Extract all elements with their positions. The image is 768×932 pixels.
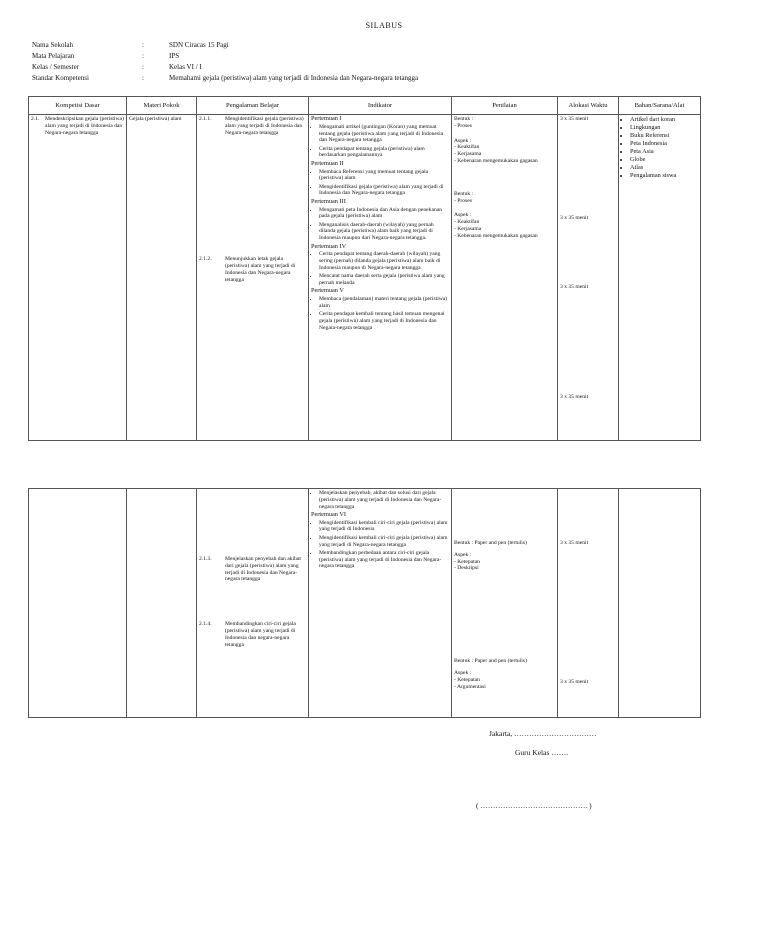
meta-value: Memahami gejala (peristiwa) alam yang terjadi di Indonesia dan Negara-negara tetangga bbox=[169, 74, 419, 82]
header-penilaian: Penilaian bbox=[452, 97, 558, 115]
list-item: • Membandingkan perbedaan antara ciri-ciri gejala (peristiwa) alam yang terjadi di Indonesia dan Negara-negara tetangga bbox=[319, 550, 449, 570]
list-item: • Mengidentifikasi kembali ciri-ciri gejala (peristiwa) alam yang terjadi di Negara-negara tetangga bbox=[319, 535, 449, 549]
document-title: SILABUS bbox=[365, 21, 403, 30]
header-alokasi: Alokasi Waktu bbox=[558, 97, 619, 115]
signature-role: Guru Kelas ……. bbox=[515, 748, 569, 757]
meeting-heading: Pertemuan II bbox=[311, 159, 344, 167]
list-item: • Membaca (pendalaman) materi tentang gejala (peristiwa) alam bbox=[319, 296, 449, 310]
pengalaman-item: 2.1.2. Menunjukkan letak gejala (peristiwa) alam yang terjadi di Indonesia dan Negara-negara tetangga bbox=[199, 256, 296, 283]
meta-label: Standar Kompetensi bbox=[32, 74, 89, 82]
penilaian-cell: Bentuk : - Proses Aspek : - Keaktifan - Kerjasama - Kebenaran mengemukakan gagasan Bentuk : - Proses Aspek : - Keaktifan - Kerjasama - Kebenaran mengemukakan gagasan bbox=[452, 115, 558, 441]
list-item: • Membaca Referensi yang memuat tentang gejala (peristiwa) alam bbox=[319, 169, 449, 183]
meta-label: Kelas / Semester bbox=[32, 63, 80, 71]
list-item: • Peta Indonesia bbox=[630, 140, 698, 148]
signature-place-date: Jakarta, …………………………… bbox=[489, 729, 597, 738]
table-header-row bbox=[29, 97, 701, 115]
pengalaman-item: 2.1.4. Membandingkan ciri-ciri gejala (peristiwa) alam yang terjadi di Indonesia dan negara-negara tetangga bbox=[199, 621, 296, 648]
list-item: • Mengidentifikasi kembali ciri-ciri gejala (peristiwa) alam yang terjadi di Indonesia bbox=[319, 520, 449, 534]
meta-row: Mata Pelajaran : IPS bbox=[32, 51, 689, 62]
list-item: • Buku Referensi bbox=[630, 132, 698, 140]
list-item: • Mengamati artikel (guntingan (Koran) yang memuat tentang gejala (peristiwa alam yang terjadi di Indonesia dan Negara-negara tetangga bbox=[319, 124, 449, 144]
list-item: • Mengamati peta Indonesia dan Asia dengan penekanan pada gejala (peristiwa) alam bbox=[319, 207, 449, 221]
list-item: • Menjelaskan penyebab, akibat dan solusi dari gejala (peristiwa) alam yang terjadi di Indonesia dan Negara-negara tetangga bbox=[319, 490, 449, 510]
header-materi: Materi Pokok bbox=[127, 97, 197, 115]
meta-label: Nama Sekolah bbox=[32, 41, 74, 49]
meta-label: Mata Pelajaran bbox=[32, 52, 75, 60]
syllabus-table-part2 bbox=[28, 488, 701, 718]
list-item: • Globe bbox=[630, 156, 698, 164]
bahan-cell bbox=[619, 489, 701, 718]
list-item: • Atlas bbox=[630, 164, 698, 172]
list-item: • Cerita pendapat kembali tentang hasil temuan mengenai gejala (peristiwa) alam yang terjadi di Indonesia dan Negara-negara tetangga bbox=[319, 311, 449, 331]
list-item: • Cerita pendapat tentang gejala (peristiwa) alam berdasarkan pengalamannya bbox=[319, 146, 449, 160]
penilaian-cell: Bentuk : Paper and pen (tertulis) Aspek : - Ketepatan - Deskripsi Bentuk : Paper and pen (tertulis) Aspek : - Ketepatan - Argumentasi bbox=[452, 489, 558, 718]
header-pengalaman: Pengalaman Belajar bbox=[197, 97, 309, 115]
table-row bbox=[29, 115, 701, 441]
list-item: • Lingkungan bbox=[630, 124, 698, 132]
meeting-heading: Pertemuan III bbox=[311, 197, 346, 205]
header-bahan: Bahan/Sarana/Alat bbox=[619, 97, 701, 115]
table-row bbox=[29, 489, 701, 718]
list-item: • Mengidentifikasi gejala (peristiwa) alam yang terjadi di Indonesia dan Negara-negara tetangga bbox=[319, 184, 449, 198]
alokasi-cell: 3 x 35 menit 3 x 35 menit bbox=[558, 489, 619, 718]
kd-cell bbox=[29, 489, 127, 718]
pengalaman-cell bbox=[197, 489, 309, 718]
kd-text: Mendeskripsikan gejala (peristiwa) alam yang terjadi di Indonesia dan Negara-negara tetangga bbox=[45, 116, 124, 136]
list-item: • Peta Asia bbox=[630, 148, 698, 156]
materi-cell: Gejala (peristiwa) alam bbox=[127, 115, 197, 441]
meta-value: IPS bbox=[169, 52, 180, 60]
identity-block bbox=[32, 40, 689, 84]
meta-value: Kelas VI / I bbox=[169, 63, 202, 71]
list-item: • Mencatat nama daerah serta gejala (peristiwa alam yang pernah melanda bbox=[319, 273, 449, 287]
meta-value: SDN Ciracas 15 Pagi bbox=[169, 41, 229, 49]
syllabus-table-part1 bbox=[28, 96, 701, 441]
header-indikator: Indikator bbox=[309, 97, 452, 115]
alokasi-cell: 3 x 35 menit 3 x 35 menit 3 x 35 menit 3 x 35 menit bbox=[558, 115, 619, 441]
indikator-cell bbox=[309, 489, 452, 718]
list-item: • Pengalaman siswa bbox=[630, 172, 698, 180]
header-kd: Kompetisi Dasar bbox=[29, 97, 127, 115]
meeting-heading: Pertemuan VI bbox=[311, 510, 347, 518]
list-item: • Cerita pendapat tentang daerah-daerah (wilayah) yang sering (pernah) dilanda gejala (peristiwa) alam baik di Indonesia maupun di Negara-negara tetangga bbox=[319, 251, 449, 271]
list-item: • Artikel dari koran bbox=[630, 116, 698, 124]
bahan-cell bbox=[619, 115, 701, 441]
pengalaman-item: 2.1.1. Mengidentifikasi gejala (peristiwa) alam yang terjadi di Indonesia dan Negara-negara tetangga bbox=[199, 116, 304, 136]
list-item: • Menganalisis daerah-daerah (wilayah) yang pernah dilanda gejala (peristiwa) alam baik yang terjadi di Indonesia maupun dari Negara-negara tetangga. bbox=[319, 222, 449, 242]
signature-name-line: ( ……………………………………. ) bbox=[476, 801, 592, 810]
meta-row: Kelas / Semester : Kelas VI / I bbox=[32, 62, 689, 73]
pengalaman-item: 2.1.3. Menjelaskan penyebab dan akibat dari gejala (peristiwa) alam yang terjadi di Indonesia dan Negara-negara tetangga bbox=[199, 556, 301, 583]
indikator-cell bbox=[309, 115, 452, 441]
materi-cell bbox=[127, 489, 197, 718]
kd-cell: 2.1. Mendeskripsikan gejala (peristiwa) alam yang terjadi di Indonesia dan Negara-negara tetangga bbox=[29, 115, 127, 441]
pengalaman-cell bbox=[197, 115, 309, 441]
meeting-heading: Pertemuan IV bbox=[311, 242, 347, 250]
meta-row: Standar Kompetensi : Memahami gejala (peristiwa) alam yang terjadi di Indonesia dan Negara-negara tetangga bbox=[32, 73, 689, 84]
meta-row: Nama Sekolah : SDN Ciracas 15 Pagi bbox=[32, 40, 689, 51]
meeting-heading: Pertemuan I bbox=[311, 115, 342, 122]
meeting-heading: Pertemuan V bbox=[311, 287, 344, 295]
